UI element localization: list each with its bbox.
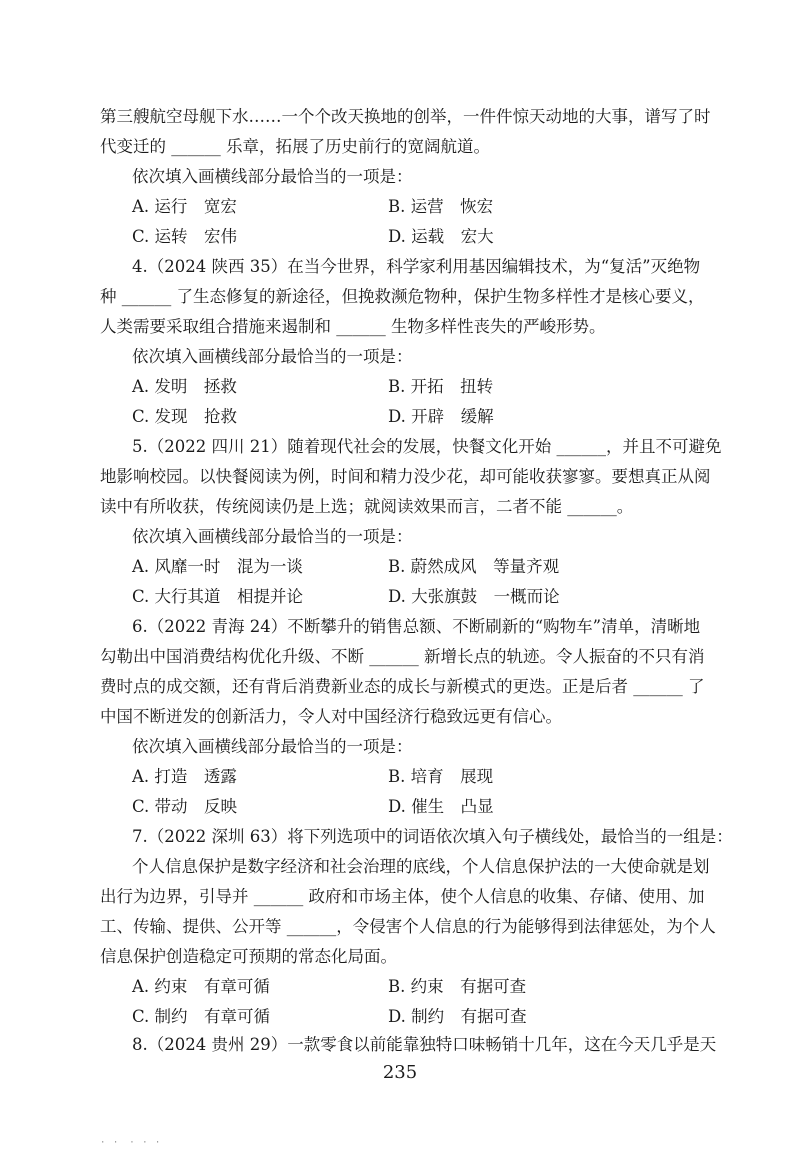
option-c: C. 发现 抢救 xyxy=(132,407,238,426)
question-7: 7.（2022 深圳 63）将下列选项中的词语依次填入句子横线处，最恰当的一组是： xyxy=(132,827,733,846)
option-row xyxy=(0,762,800,792)
text-line: 中国不断迸发的创新活力，令人对中国经济行稳致远更有信心。 xyxy=(100,707,562,726)
text-line: 地影响校园。以快餐阅读为例，时间和精力没少花，却可能收获寥寥。要想真正从阅 xyxy=(100,467,711,486)
question-8: 8.（2024 贵州 29）一款零食以前能靠独特口味畅销十几年，这在今天几乎是天 xyxy=(132,1035,717,1054)
option-row xyxy=(0,552,800,582)
text-line: 勾勒出中国消费结构优化升级、不断 ______ 新增长点的轨迹。令人振奋的不只有消 xyxy=(100,647,705,666)
option-a: A. 发明 拯救 xyxy=(132,377,237,396)
option-row xyxy=(0,372,800,402)
option-c: C. 运转 宏伟 xyxy=(132,227,238,246)
text-line: 代变迁的 ______ 乐章，拓展了历史前行的宽阔航道。 xyxy=(100,137,490,156)
option-row xyxy=(0,792,800,822)
footer-marks: · · · · · xyxy=(100,1138,162,1148)
text-line: 种 ______ 了生态修复的新途径，但挽救濒危物种，保护生物多样性才是核心要义， xyxy=(100,287,705,306)
option-d: D. 大张旗鼓 一概而论 xyxy=(388,587,560,606)
option-row xyxy=(0,222,800,252)
text-line: 出行为边界，引导并 ______ 政府和市场主体，使个人信息的收集、存储、使用、加 xyxy=(100,887,705,906)
option-b: B. 约束 有据可查 xyxy=(388,977,527,996)
option-c: C. 带动 反映 xyxy=(132,797,238,816)
text-line: 工、传输、提供、公开等 ______，令侵害个人信息的行为能够得到法律惩处，为个人 xyxy=(100,917,716,936)
question-prompt: 依次填入画横线部分最恰当的一项是： xyxy=(132,527,413,546)
question-6: 6.（2022 青海 24）不断攀升的销售总额、不断刷新的“购物车”清单，清晰地 xyxy=(132,617,701,636)
option-row xyxy=(0,402,800,432)
question-prompt: 依次填入画横线部分最恰当的一项是： xyxy=(132,167,413,186)
option-row xyxy=(0,972,800,1002)
option-d: D. 催生 凸显 xyxy=(388,797,494,816)
option-c: C. 制约 有章可循 xyxy=(132,1007,271,1026)
option-d: D. 制约 有据可查 xyxy=(388,1007,527,1026)
option-b: B. 蔚然成风 等量齐观 xyxy=(388,557,560,576)
text-line: 第三艘航空母舰下水……一个个改天换地的创举，一件件惊天动地的大事，谱写了时 xyxy=(100,107,711,126)
option-row xyxy=(0,1002,800,1032)
option-a: A. 风靡一时 混为一谈 xyxy=(132,557,303,576)
question-prompt: 依次填入画横线部分最恰当的一项是： xyxy=(132,737,413,756)
text-line: 信息保护创造稳定可预期的常态化局面。 xyxy=(100,947,397,966)
option-a: A. 打造 透露 xyxy=(132,767,237,786)
option-a: A. 约束 有章可循 xyxy=(132,977,270,996)
text-line: 读中有所收获，传统阅读仍是上选；就阅读效果而言，二者不能 ______。 xyxy=(100,497,634,516)
option-d: D. 开辟 缓解 xyxy=(388,407,494,426)
option-c: C. 大行其道 相提并论 xyxy=(132,587,304,606)
question-5: 5.（2022 四川 21）随着现代社会的发展，快餐文化开始 ______，并且不可避免 xyxy=(132,437,722,456)
text-line: 费时点的成交额，还有背后消费新业态的成长与新模式的更迭。正是后者 ______ 了 xyxy=(100,677,705,696)
option-a: A. 运行 宽宏 xyxy=(132,197,237,216)
text-line: 人类需要采取组合措施来遏制和 ______ 生物多样性丧失的严峻形势。 xyxy=(100,317,606,336)
option-d: D. 运载 宏大 xyxy=(388,227,494,246)
question-prompt: 依次填入画横线部分最恰当的一项是： xyxy=(132,347,413,366)
option-b: B. 培育 展现 xyxy=(388,767,494,786)
text-line: 个人信息保护是数字经济和社会治理的底线，个人信息保护法的一大使命就是划 xyxy=(132,857,710,876)
option-b: B. 运营 恢宏 xyxy=(388,197,494,216)
page-number: 235 xyxy=(382,1062,418,1083)
option-row xyxy=(0,582,800,612)
option-row xyxy=(0,192,800,222)
question-4: 4.（2024 陕西 35）在当今世界，科学家利用基因编辑技术，为“复活”灭绝物 xyxy=(132,257,701,276)
option-b: B. 开拓 扭转 xyxy=(388,377,494,396)
